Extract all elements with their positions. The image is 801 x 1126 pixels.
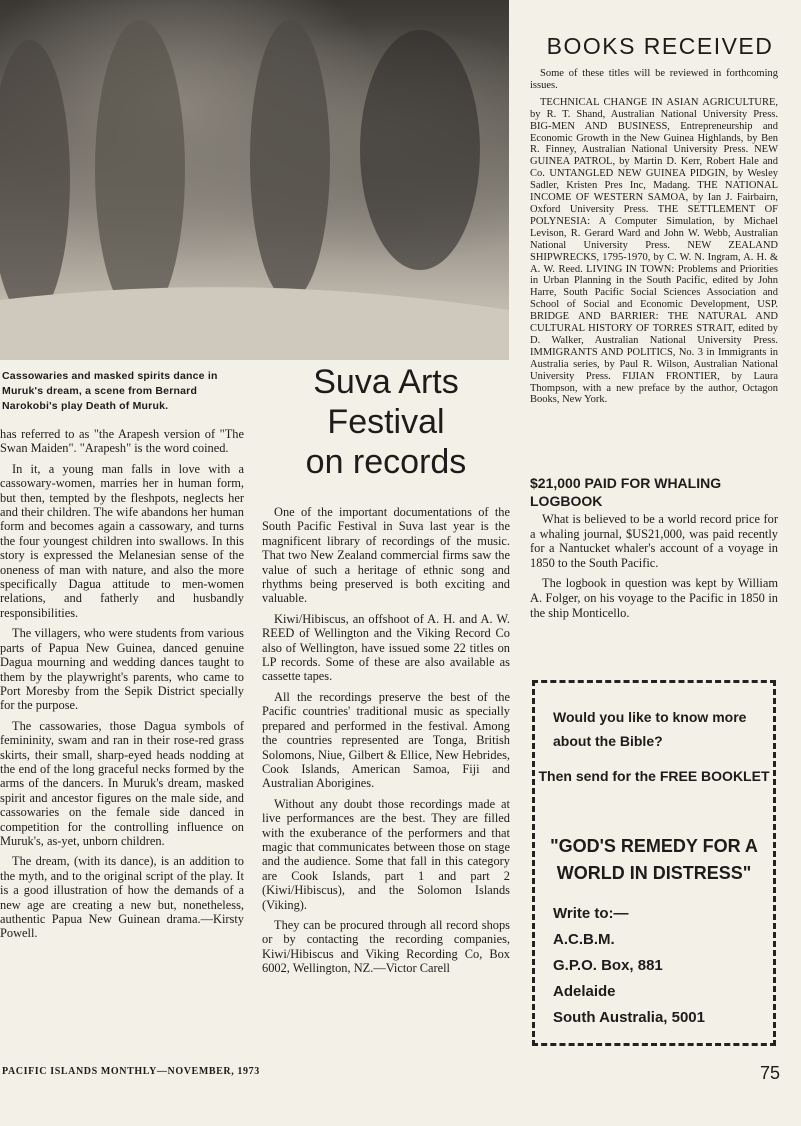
ad-address-line: G.P.O. Box, 881 bbox=[553, 957, 663, 974]
headline-line: Festival bbox=[327, 403, 445, 441]
paragraph: The logbook in question was kept by William A. Folger, on his voyage to the Pacific in 1850 in the ship Monticello. bbox=[530, 576, 778, 620]
article-headline bbox=[262, 362, 510, 482]
paragraph: The villagers, who were students from various parts of Papua New Guinea, danced genuine Dagua mourning and wedding dances taught to them by the playwright's parents, who came to Port Moresby from the Sepik District specially for the purpose. bbox=[0, 626, 244, 713]
paragraph: The cassowaries, those Dagua symbols of femininity, swam and ran in their rose-red grass skirts, their small, sharp-eyed heads nodding at the end of the long graceful necks formed by the arms of the dancers. In Muruk's dream, masked spirit and ancestor figures on the male side, and cassowaries on the female side danced in competition for the controlling influence on Muruk's, as-yet, unborn children. bbox=[0, 718, 244, 848]
bible-booklet-ad bbox=[532, 680, 776, 1046]
paragraph: Without any doubt those recordings made at live performances are the best. They are filled with the exuberance of the performers and that magic that communicates between those on stage and the audience. Some that fall in this category are Cook Islands, part 1 and part 2 (Kiwi/Hibiscus), and the Solomon Islands (Viking). bbox=[262, 796, 510, 912]
paragraph: What is believed to be a world record price for a whaling journal, $US21,000, was paid recently for a Nantucket whaler's account of a voyage in 1850 to the South Pacific. bbox=[530, 512, 778, 570]
masthead-footer: PACIFIC ISLANDS MONTHLY—NOVEMBER, 1973 bbox=[2, 1066, 260, 1077]
ad-address bbox=[553, 901, 763, 1031]
article-mid-column bbox=[262, 505, 510, 982]
ad-question: Would you like to know more about the Bible? bbox=[553, 709, 747, 749]
paragraph: All the recordings preserve the best of the Pacific countries' traditional music as specially prepared and performed in the festival. Among the countries represented are Tonga, British Solomons, Niue, Gilbert & Ellice, New Hebrides, Cook Islands, American Samoa, Fiji and Australian Aborigines. bbox=[262, 689, 510, 791]
books-received-title: BOOKS RECEIVED bbox=[546, 33, 774, 59]
ad-booklet-title: "GOD'S REMEDY FOR A WORLD IN DISTRESS" bbox=[550, 836, 758, 883]
books-received-list bbox=[530, 68, 778, 411]
paragraph: The dream, (with its dance), is an addition to the myth, and to the original script of the play. It is a good illustration of how the demands of a new age are creating a new but, nonetheless, authentic Papua New Guinean drama.—Kirsty Powell. bbox=[0, 854, 244, 941]
headline-line: on records bbox=[305, 443, 467, 481]
books-intro: Some of these titles will be reviewed in forthcoming issues. bbox=[530, 68, 778, 91]
books-entries: TECHNICAL CHANGE IN ASIAN AGRICULTURE, by R. T. Shand, Australian National University Press. BIG-MEN AND BUSINESS, Entrepreneurship and Economic Growth in the New Guinea Highlands, by Ben R. Finney, Australian National University Press. NEW GUINEA PATROL, by Martin D. Kerr, Robert Hale and Co. UNTANGLED NEW GUINEA PIDGIN, by Wesley Sadler, Kristen Pres Inc, Madang. THE NATIONAL INCOME OF WESTERN SAMOA, by Ian J. Fairbairn, Oxford University Press. THE SETTLEMENT OF POLYNESIA: A Computer Simulation, by Michael Levison, R. Gerard Ward and John W. Webb, Australian National University Press. NEW ZEALAND SHIPWRECKS, 1795-1970, by C. W. N. Ingram, A. H. & A. W. Reed. LIVING IN TOWN: Problems and Priorities in Urban Planning in the South Pacific, edited by John Harre, South Pacific Social Sciences Association and School of Social and Economic Development, USP. BRIDGE AND BARRIER: THE NATURAL AND CULTURAL HISTORY OF TORRES STRAIT, edited by D. Walker, Australian National University Press. IMMIGRANTS AND POLITICS, No. 3 in Immigrants in Australia series, by Paul R. Wilson, Australian National University Press. FIJIAN FRONTIER, by Laura Thompson, with a new preface by the author, Octagon Books, New York. bbox=[530, 96, 778, 406]
whaling-headline: $21,000 PAID FOR WHALING LOGBOOK bbox=[530, 475, 722, 509]
ad-address-line: Adelaide bbox=[553, 983, 616, 1000]
headline-line: Suva Arts bbox=[313, 363, 459, 401]
festival-photo bbox=[0, 0, 509, 360]
whaling-article bbox=[530, 512, 778, 626]
paragraph: In it, a young man falls in love with a cassowary-women, marries her in human form, but then, tempted by the fleshpots, neglects her and their children. The wife abandons her human form and becomes again a cassowary, and turns the four youngest children into swallows. In this story is expressed the Melanesian sense of the oneness of man with nature, and also the more specifically Dagua attitude to men-women relations, and fatherly and husbandly responsibilities. bbox=[0, 461, 244, 620]
ad-address-line: South Australia, 5001 bbox=[553, 1009, 705, 1026]
paragraph: has referred to as "the Arapesh version of "The Swan Maiden". "Arapesh" is the word coined. bbox=[0, 427, 244, 456]
article-left-column bbox=[0, 427, 244, 947]
paragraph: They can be procured through all record shops or by contacting the recording companies, Kiwi/Hibiscus and Viking Recording Co, Box 6002, Wellington, NZ.—Victor Carell bbox=[262, 917, 510, 976]
paragraph: Kiwi/Hibiscus, an offshoot of A. H. and A. W. REED of Wellington and the Viking Record Co also of Wellington, have issued some 22 titles on LP records. Some of these are also available as cassette tapes. bbox=[262, 611, 510, 684]
ad-write-to: Write to:— bbox=[553, 905, 629, 922]
ad-offer: Then send for the FREE BOOKLET bbox=[538, 768, 770, 784]
photo-caption: Cassowaries and masked spirits dance in Muruk's dream, a scene from Bernard Narokobi's play Death of Muruk. bbox=[2, 370, 218, 412]
paragraph: One of the important documentations of the South Pacific Festival in Suva last year is the magnificent library of recordings of the music. That two New Zealand commercial firms saw the value of such a heritage of ethnic song and rhythms being preserved is both exciting and valuable. bbox=[262, 505, 510, 606]
ad-address-line: A.C.B.M. bbox=[553, 931, 615, 948]
dance-scene-image bbox=[0, 0, 509, 360]
page-number: 75 bbox=[759, 1063, 780, 1083]
